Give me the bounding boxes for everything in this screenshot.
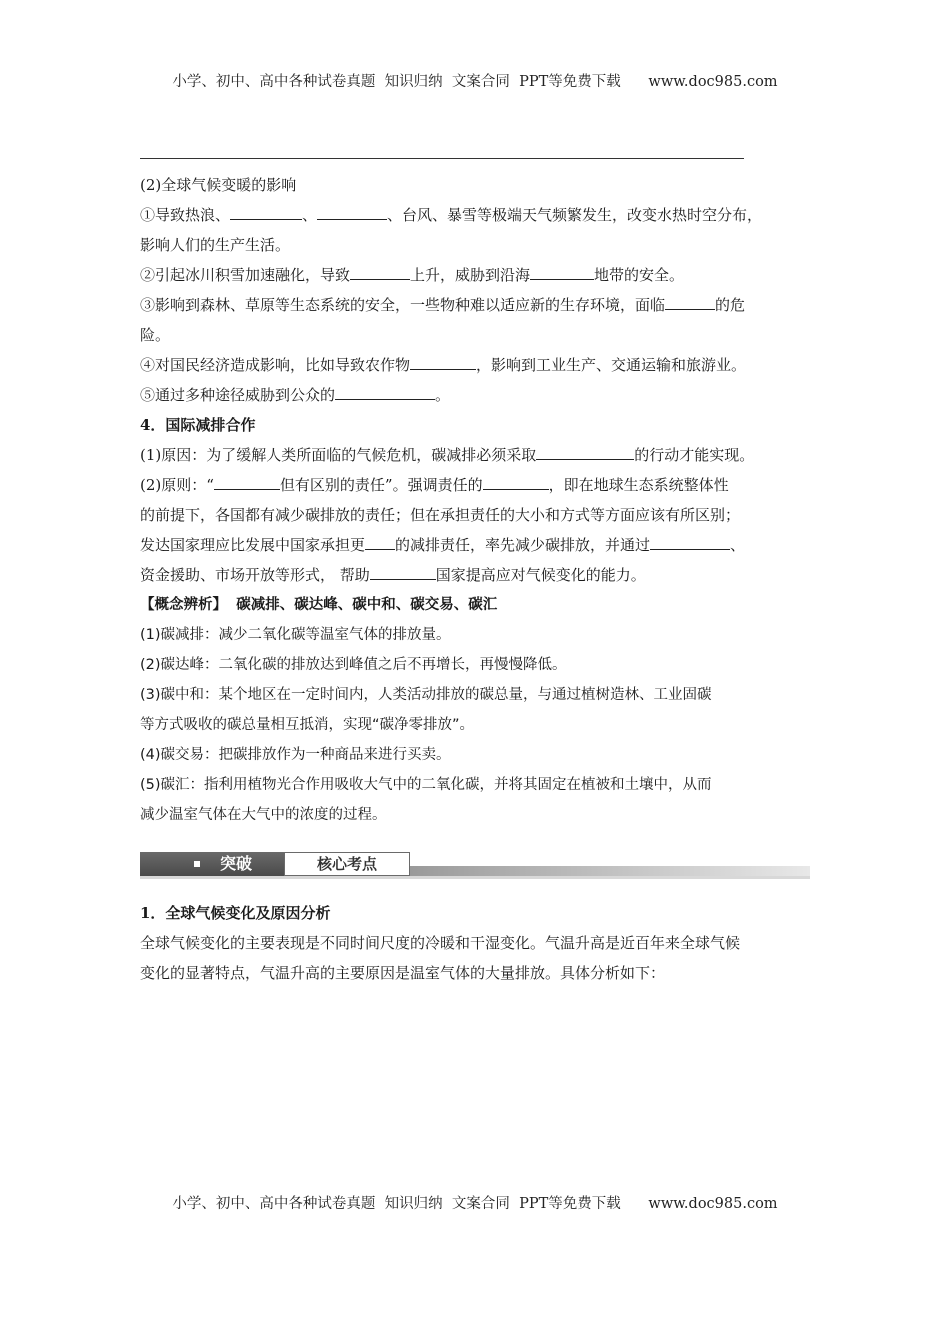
concept-item: (1)碳减排：减少二氧化碳等温室气体的排放量。: [140, 627, 451, 643]
concept-item-cont: 等方式吸收的碳总量相互抵消，实现“碳净零排放”。: [140, 717, 475, 733]
cooperation-reason: (1)原因：为了缓解人类所面临的气候危机，碳减排必须采取 的行动才能实现。: [140, 440, 812, 470]
banner-underline: [140, 876, 810, 879]
answer-blank[interactable]: [350, 263, 410, 280]
impact-item-3: ③影响到森林、草原等生态系统的安全，一些物种难以适应新的生存环境，面临 的危: [140, 290, 812, 320]
answer-blank[interactable]: [365, 533, 395, 550]
section-banner: [140, 852, 810, 880]
analysis-section: [140, 898, 812, 988]
page-footer: 小学、初中、高中各种试卷真题 知识归纳 文案合同 PPT等免费下载 www.doc985.com: [172, 1196, 778, 1212]
answer-blank[interactable]: [483, 473, 549, 490]
main-content: [140, 170, 812, 830]
answer-blank[interactable]: [536, 443, 634, 460]
cooperation-title: 4．国际减排合作: [140, 416, 256, 434]
concept-item: (2)碳达峰：二氧化碳的排放达到峰值之后不再增长，再慢慢降低。: [140, 657, 567, 673]
impact-item-4: ④对国民经济造成影响，比如导致农作物 ，影响到工业生产、交通运输和旅游业。: [140, 350, 812, 380]
answer-blank[interactable]: [214, 473, 280, 490]
cooperation-principle-cont: 的前提下，各国都有减少碳排放的责任；但在承担责任的大小和方式等方面应该有所区别；: [140, 506, 741, 524]
answer-blank[interactable]: [650, 533, 730, 550]
cooperation-principle-cont: 资金援助、市场开放等形式， 帮助 国家提高应对气候变化的能力。: [140, 560, 812, 590]
answer-blank[interactable]: [230, 203, 302, 220]
analysis-title: 1．全球气候变化及原因分析: [140, 904, 331, 922]
impact-item-3-cont: 险。: [140, 326, 171, 344]
concept-item-cont: 减少温室气体在大气中的浓度的过程。: [140, 807, 387, 823]
answer-blank[interactable]: [665, 293, 715, 310]
impact-item-1-cont: 影响人们的生产生活。: [140, 236, 291, 254]
analysis-paragraph: 全球气候变化的主要表现是不同时间尺度的冷暖和干湿变化。气温升高是近百年来全球气候: [140, 934, 741, 952]
concept-item: (3)碳中和：某个地区在一定时间内，人类活动排放的碳总量，与通过植树造林、工业固碳: [140, 687, 712, 703]
impact-item-1: ①导致热浪、 、 、台风、暴雪等极端天气频繁发生，改变水热时空分布，: [140, 200, 812, 230]
answer-blank[interactable]: [335, 383, 435, 400]
impact-title: (2)全球气候变暖的影响: [140, 176, 297, 194]
top-divider: [140, 158, 744, 159]
concept-heading: 【概念辨析】 碳减排、碳达峰、碳中和、碳交易、碳汇: [140, 597, 498, 613]
concept-item: (5)碳汇：指利用植物光合作用吸收大气中的二氧化碳，并将其固定在植被和土壤中，从而: [140, 777, 712, 793]
cooperation-principle-cont: 发达国家理应比发展中国家承担更 的减排责任，率先减少碳排放，并通过 、: [140, 530, 812, 560]
answer-blank[interactable]: [530, 263, 594, 280]
banner-tab: 核心考点: [284, 852, 410, 876]
answer-blank[interactable]: [370, 563, 436, 580]
cooperation-principle: (2)原则：“ 但有区别的责任”。强调责任的 ，即在地球生态系统整体性: [140, 470, 812, 500]
concept-item: (4)碳交易：把碳排放作为一种商品来进行买卖。: [140, 747, 451, 763]
banner-title: 突破: [220, 854, 253, 873]
square-bullet-icon: [194, 861, 200, 867]
impact-item-2: ②引起冰川积雪加速融化，导致 上升，威胁到沿海 地带的安全。: [140, 260, 812, 290]
analysis-paragraph-cont: 变化的显著特点，气温升高的主要原因是温室气体的大量排放。具体分析如下：: [140, 964, 666, 982]
banner-label-box: [140, 852, 284, 876]
answer-blank[interactable]: [410, 353, 476, 370]
answer-blank[interactable]: [317, 203, 387, 220]
page-header: 小学、初中、高中各种试卷真题 知识归纳 文案合同 PPT等免费下载 www.doc985.com: [172, 74, 778, 90]
impact-item-5: ⑤通过多种途径威胁到公众的 。: [140, 380, 812, 410]
